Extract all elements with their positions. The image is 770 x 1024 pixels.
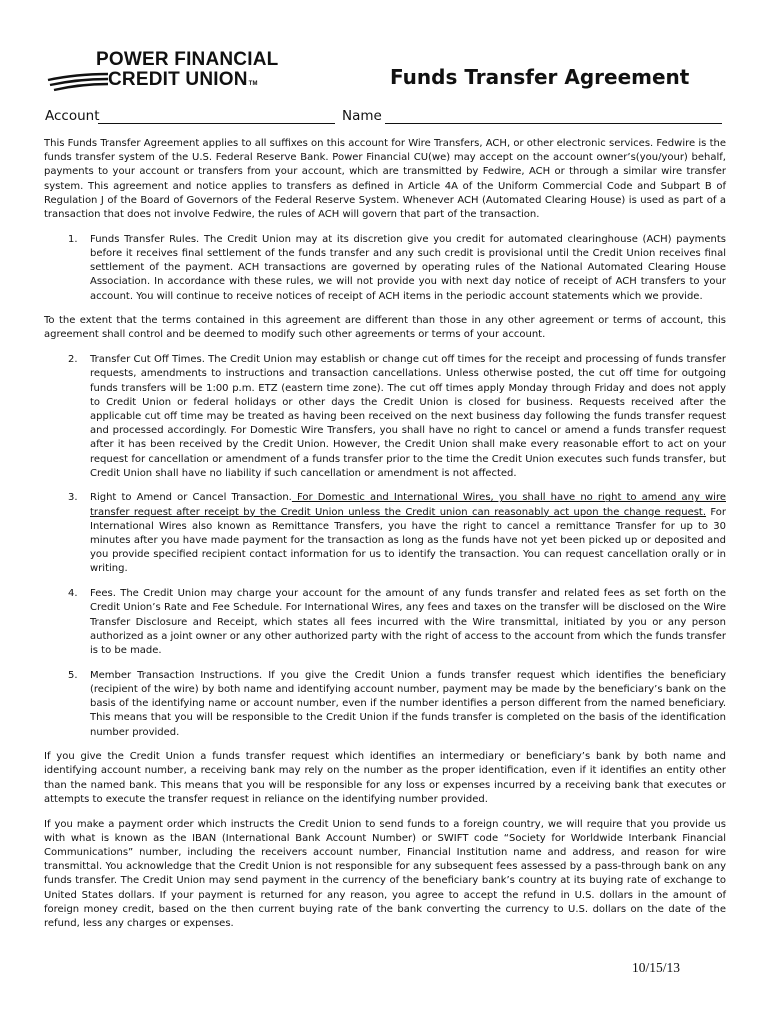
revision-date: 10/15/13	[632, 960, 681, 975]
logo-text-line2	[108, 70, 258, 94]
section-3	[44, 491, 726, 576]
section-2	[44, 353, 726, 481]
name-field[interactable]	[385, 123, 722, 124]
section-4	[44, 587, 726, 658]
logo-trademark: TM	[248, 81, 258, 87]
logo-swoosh-icon	[46, 68, 108, 92]
intermediary-paragraph: If you give the Credit Union a funds transfer request which identifies an intermediary or beneficiary’s bank by both name and identifying account number, a receiving bank may rely on the number as the proper identification, even if it identifies an entity other than the named bank. This means that you will be responsible for any loss or expenses incurred by a receiving bank that executes or attempts to execute the transfer request in reliance on the identifying number provided.	[44, 751, 726, 805]
extent-paragraph: To the extent that the terms contained in this agreement are different than those in any other agreement or terms of account, this agreement shall control and be deemed to modify such other agreements or terms of your account.	[44, 315, 726, 341]
logo-text-line2-label: CREDIT UNION	[108, 69, 248, 90]
section-3-number: 3.	[68, 492, 78, 504]
credit-union-logo	[46, 50, 326, 96]
section-2-text: Transfer Cut Off Times. The Credit Union may establish or change cut off times for the receipt and processing of funds transfer requests, amendments to instructions and transaction cancellations. Unless otherwise posted, the cut off time for outgoing funds transfers will be 1:00 p.m. ETZ (eastern time zone). The cut off times apply Monday through Friday and does not apply to Credit Union or federal holidays or other days the Credit Union is closed for business. Requests received after the applicable cut off time may be treated as having been received on the next business day following the funds transfer request and processed accordingly. For Domestic Wire Transfers, you shall have no right to cancel or amend a funds transfer request after it has been received by the Credit Union. However, the Credit Union shall make every reasonable effort to act on your request for cancellation or amendment of a funds transfer prior to the time the Credit Union executes such funds transfer, but Credit Union shall have no liability if such cancellation or amendment is not affected.	[90, 354, 726, 479]
account-label: Account	[45, 108, 100, 124]
name-label: Name	[342, 108, 382, 124]
foreign-payment-paragraph: If you make a payment order which instructs the Credit Union to send funds to a foreign country, we will require that you provide us with what is known as the IBAN (International Bank Account Number) or SWIFT code “Society for Worldwide Interbank Financial Communications” number, including the receivers account number, Financial Institution name and address, and reason for wire transmittal. You acknowledge that the Credit Union is not responsible for any subsequent fees assessed by a pass-through bank on any funds transfer. The Credit Union may send payment in the currency of the beneficiary bank’s country at its buying rate of exchange to United States dollars. If your payment is returned for any reason, you agree to accept the refund in U.S. dollars in the amount of foreign money credit, based on the then current buying rate of the bank converting the currency to U.S. dollars on the date of the refund, less any charges or expenses.	[44, 818, 726, 929]
section-list-2	[44, 353, 726, 740]
agreement-body	[44, 137, 726, 942]
account-field[interactable]	[98, 123, 335, 124]
section-3-text-end: For International Wires also known as Remittance Transfers, you have the right to cancel a remittance Transfer for up to 30 minutes after you have made payment for the transaction as long as the funds have not yet been picked up or deposited and you provide specified recipient contact information for us to identify the transaction. You can request cancellation orally or in writing.	[90, 506, 727, 575]
account-name-fields	[45, 107, 725, 125]
section-2-number: 2.	[68, 354, 78, 366]
section-1-number: 1.	[68, 233, 78, 245]
document-title: Funds Transfer Agreement	[390, 65, 690, 89]
section-4-number: 4.	[68, 588, 78, 600]
logo-text-line1: POWER FINANCIAL	[96, 49, 279, 70]
intro-paragraph: This Funds Transfer Agreement applies to all suffixes on this account for Wire Transfers, ACH, or other electronic services. Fedwire is the funds transfer system of the U.S. Federal Reserve Bank. Power Financial CU(we) may accept on the account owner’s(you/your) behalf, payments to your account or transfers from your account, which are transmitted by Fedwire, ACH or through a similar wire transfer system. This agreement and notice applies to transfers as defined in Article 4A of the Uniform Commercial Code and Subpart B of Regulation J of the Board of Governors of the Federal Reserve System. Whenever ACH (Automated Clearing House) is used as part of a transaction that does not involve Fedwire, the rules of ACH will govern that part of the transaction.	[44, 138, 726, 221]
section-5-text: Member Transaction Instructions. If you give the Credit Union a funds transfer request which identifies the beneficiary (recipient of the wire) by both name and identifying account number, payment may be made by the beneficiary’s bank on the basis of the identifying name or account number, even if the number identifies a person different from the named beneficiary. This means that you will be responsible to the Credit Union if the funds transfer is completed on the basis of the identification number provided.	[90, 669, 726, 738]
section-3-text-underlined: For Domestic and International Wires, you shall have no right to amend any wire transfer request after receipt by the Credit Union unless the Credit union can reasonably act upon the change request.	[90, 492, 726, 518]
section-1-text: Funds Transfer Rules. The Credit Union may at its discretion give you credit for automated clearinghouse (ACH) payments before it receives final settlement of the funds transfer and any such credit is provisional until the Credit Union receives final settlement of the payment. ACH transactions are governed by operating rules of the National Automated Clearing House Association. In accordance with these rules, we will not provide you with next day notice of receipt of ACH transfers to your account. You will continue to receive notices of receipt of ACH items in the periodic account statements which we provide.	[90, 233, 726, 302]
section-5	[44, 669, 726, 740]
section-list-1	[44, 233, 726, 304]
section-4-text: Fees. The Credit Union may charge your account for the amount of any funds transfer and related fees as set forth on the Credit Union’s Rate and Fee Schedule. For International Wires, any fees and taxes on the transfer will be disclosed on the Wire Transfer Disclosure and Receipt, which states all fees incurred with the Wire transmittal, initiated by you or any person authorized as a joint owner or any other authorized party with the right of access to the account from which the funds transfer is to be made.	[90, 588, 726, 656]
section-5-number: 5.	[68, 669, 78, 681]
section-1	[44, 233, 726, 304]
section-3-text-start: Right to Amend or Cancel Transaction.	[90, 492, 292, 504]
